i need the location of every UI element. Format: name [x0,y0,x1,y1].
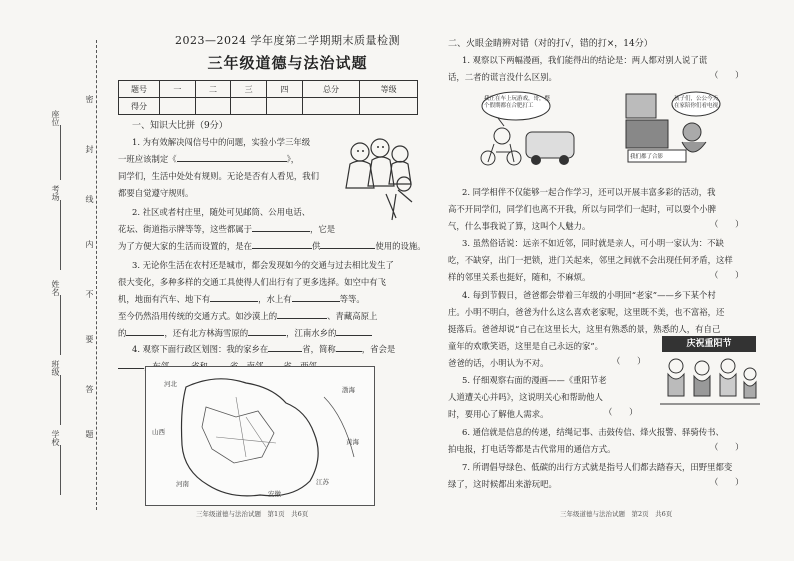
r-q6-line: 拍电报，打电话等都是古代常用的通信方式。 [448,444,616,454]
section2-heading: 二、火眼金睛辨对错（对的打√，错的打×，14分） [448,39,653,49]
q2-text: 使用的设施。 [375,241,426,251]
answer-bracket[interactable]: （ ） [710,219,744,229]
cartoon2-caption: 孩子们，公公今天在家陪你们看电视 [674,96,719,109]
r-q2-line: 2. 同学相伴不仅能够一起合作学习，还可以开展丰富多彩的活动，我 [462,187,716,197]
exam-title: 三年级道德与法治试题 [207,54,368,72]
q3-text: 至今仍然沿用传统的交通方式。如沙漠上的 [118,311,278,321]
seal-char: 不 [85,290,94,298]
r-q2-line: 气，什么事我说了算，这叫个人魅力。 [448,221,591,231]
q3-text: 、青藏高原上 [327,311,378,321]
answer-blank[interactable] [252,238,312,249]
margin-fill-line [60,125,61,180]
r-q7-line: 绿了，这时候都出来游玩吧。 [448,479,557,489]
score-table-cell: 等级 [360,81,418,98]
q3-line [118,291,365,308]
cartoon-grandpa-tv [622,86,722,168]
q1-line [118,151,299,168]
score-table-row [119,81,418,98]
seal-char: 密 [85,95,94,103]
r-q4-line: 挺落后。爸爸却说“自己在这里长大，这里有熟悉的景，熟悉的人，有自己 [448,324,721,334]
q2-text: 为了方便大家的生活而设置的，是在 [118,241,252,251]
r-q4-line: 童年的欢歌笑语，这里是自己永远的家”。 [448,341,604,351]
answer-bracket[interactable]: （ ） [612,356,646,366]
q2-line [118,238,426,255]
answer-blank[interactable] [292,291,340,302]
page-footer-left: 三年级道德与法治试题 第1页 共6页 [196,510,309,518]
q1-line: 都要自觉遵守规则。 [118,188,194,198]
score-input-cell[interactable] [302,98,360,115]
q3-text: ，江南水乡的 [286,328,337,338]
q3-text: 等等。 [339,294,365,304]
q2-text: 供 [312,241,321,251]
answer-blank[interactable] [277,308,327,319]
r-q3-line: 3. 虽然俗话说：远亲不如近邻，同时就是亲人，可小明一家认为：不缺 [462,238,724,248]
q3-line: 很大变化，多种多样的交通工具使得人们出行有了更多选择。如空中有飞 [118,277,386,287]
q3-text: ，还有北方林海雪原的 [164,328,249,338]
seal-char: 封 [85,145,94,153]
r-q2-line: 高不开同学们，同学们也离不开我，所以与同学们一起时，可以耍个小脾 [448,204,716,214]
score-table-cell: 总分 [302,81,360,98]
answer-blank[interactable] [248,325,286,336]
double-ninth-festival-banner: 庆祝重阳节 [662,336,756,352]
r-q1-line: 1. 观察以下两幅漫画，我们能得出的结论是：两人都对别人说了谎 [462,55,708,65]
map-label: 山西 [152,428,165,436]
q3-text: 机，地面有汽车、地下有 [118,294,211,304]
score-table-cell: 题号 [119,81,160,98]
seal-char: 要 [85,335,94,343]
answer-bracket[interactable]: （ ） [604,407,638,417]
r-q4-line: 庄。小明不明白，爸爸为什么这么喜欢老家呢，这里既不美，也不富裕，还 [448,307,725,317]
q2-text: ，它是 [310,224,336,234]
q1-text: 》， [286,154,300,164]
q4-text: 4. 观察下面行政区划图：我的家乡在 [132,344,269,354]
students-cartoon [338,134,422,226]
score-input-cell[interactable] [231,98,267,115]
q3-line [118,308,377,325]
margin-label-school: 学校 [51,430,60,446]
q1-text: 一班应该制定《 [118,154,177,164]
answer-blank[interactable] [126,325,164,336]
r-q5-line: 人道遭关心并吗》，这说明关心和帮助他人 [448,392,603,402]
map-label: 江苏 [316,478,329,486]
answer-blank[interactable] [336,325,372,336]
margin-label-name: 姓名 [51,280,60,296]
q4-text: 省，简称 [302,344,336,354]
r-q4-line: 4. 每到节假日，爸爸都会带着三年级的小明回“老家”——乡下某个村 [462,290,716,300]
answer-blank[interactable] [336,341,362,352]
binding-margin [0,0,100,561]
margin-label-exam-no: 考场 [51,185,60,201]
cartoon2-sign: 我们都了合影 [630,154,664,160]
score-table-cell: 三 [231,81,267,98]
q2-line [118,221,335,238]
r-q1-line: 话，二者的谎言没什么区别。 [448,72,557,82]
answer-blank[interactable] [252,221,310,232]
answer-blank[interactable] [118,358,144,369]
map-label: 渤海 [342,386,355,394]
score-table-row [119,98,418,115]
answer-blank[interactable] [177,151,287,162]
score-input-cell[interactable] [360,98,418,115]
score-table-cell: 二 [195,81,231,98]
q1-line: 1. 为有效解决闯信号中的问题，实验小学三年级 [132,137,311,147]
festival-cartoon [660,354,760,410]
answer-blank[interactable] [320,238,375,249]
score-input-cell[interactable] [195,98,231,115]
seal-char: 线 [85,195,94,203]
margin-fill-line [60,200,61,270]
exam-header: 2023—2024 学年度第二学期期末质量检测 [175,34,400,47]
q2-line: 2. 社区或者村庄里，随处可见邮筒、公用电话、 [132,207,311,217]
r-q3-line: 样的邻里关系也挺好，随和，不麻烦。 [448,272,591,282]
r-q5-line: 时，要用心了解他人需求。 [448,409,549,419]
page-footer-right: 三年级道德与法治试题 第2页 共6页 [560,510,673,518]
map-label: 河北 [164,380,177,388]
q3-text: 的 [118,328,127,338]
q4-text: ，省会是 [361,344,396,354]
margin-label-seat: 座位 [51,110,60,126]
seal-char: 内 [85,240,94,248]
q3-line [118,325,372,342]
q2-text: 花坛、街道指示牌等等，这些都属于 [118,224,252,234]
q3-text: ，水上有 [258,294,292,304]
answer-blank[interactable] [210,291,258,302]
answer-blank[interactable] [268,341,302,352]
r-q7-line: 7. 所谓倡导绿色、低碳的出行方式就是指号人们都去踏春天，田野里都变 [462,462,733,472]
margin-fill-line [60,295,61,355]
r-q6-line: 6. 通信就是信息的传递，结绳记事、击鼓传信、烽火报警、驿骑传书、 [462,427,724,437]
r-q4-line: 爸爸的话，小明认为不对。 [448,358,549,368]
answer-bracket[interactable]: （ ） [710,270,744,280]
r-q3-line: 吃，不缺穿，出门一把锁，进门关起来，邻里之间就不会出现任何矛盾，这样 [448,255,733,265]
score-input-cell[interactable] [160,98,196,115]
section1-heading: 一、知识大比拼（9分） [132,121,228,131]
score-table [118,80,418,115]
q1-line: 同学们，生活中处处有规则。无论是否有人看见，我们 [118,171,319,181]
map-label: 安徽 [268,490,281,498]
seal-char: 答 [85,385,94,393]
margin-label-class: 班级 [51,360,60,376]
answer-bracket[interactable]: （ ） [710,477,744,487]
score-table-cell: 四 [267,81,303,98]
q3-line: 3. 无论你生活在农村还是城市，都会发现如今的交通与过去相比发生了 [132,260,394,270]
answer-bracket[interactable]: （ ） [710,442,744,452]
score-table-cell: 一 [160,81,196,98]
seal-char: 题 [85,430,94,438]
margin-fill-line [60,445,61,495]
cartoon-phone-lie [478,88,578,168]
cartoon1-caption: 我正在车上玩游戏，哥，整个假期都在合肥打工 [484,96,551,109]
margin-fill-line [60,375,61,425]
score-table-cell: 得分 [119,98,160,115]
map-label: 河南 [176,480,189,488]
answer-bracket[interactable]: （ ） [710,70,744,80]
map-label: 黄海 [346,438,359,446]
seal-dashed-line [96,40,97,510]
r-q5-line: 5. 仔细观察右面的漫画——《重阳节老 [462,375,607,385]
score-input-cell[interactable] [267,98,303,115]
province-map [145,366,375,506]
q4-line [132,341,395,358]
